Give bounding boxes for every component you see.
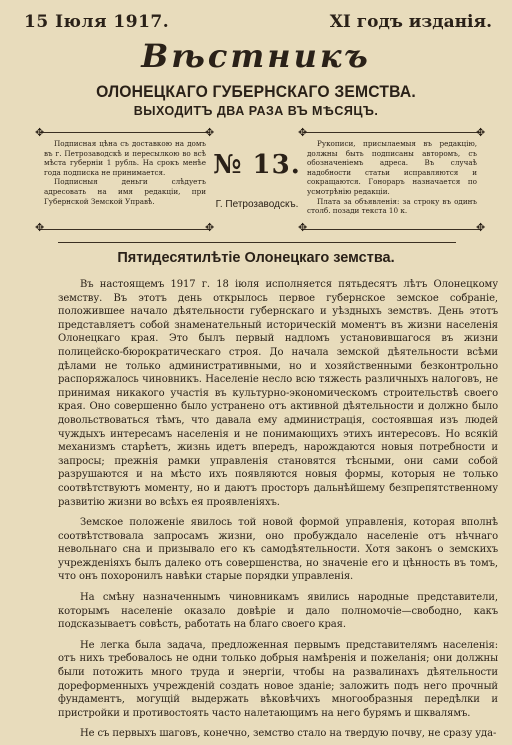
article-heading: Пятидесятилѣтіе Олонецкаго земства. bbox=[117, 250, 395, 266]
ornament-icon: ✥ bbox=[476, 221, 486, 234]
article-paragraph: На смѣну назначеннымъ чиновникамъ явились народные представители, которымъ населеніе оказало довѣріе и дало полномочіе—свободно, какъ подсказываетъ совѣсть, работать на благо своего края. bbox=[58, 592, 498, 631]
publication-city: Г. Петрозаводскъ. bbox=[215, 199, 299, 210]
article-paragraph: Въ настоящемъ 1917 г. 18 іюля исполняется пятьдесятъ лѣтъ Олонецкому земству. Въ этотъ день открылось первое губернское земское собраніе, положившее начало дѣятельности губернскаго и уѣздныхъ земствъ. День этотъ представляетъ собой знаменательный историческій моментъ въ жизни населенія Олонецкаго края. Это былъ первый надломъ установившагося въ жизни полицейско-бюрократическаго строя. До начала земской дѣятельности всѣми дѣлами не только административными, но и хозяйственными безконтрольно распоряжалось чиновникъ. Населеніе несло всю тяжесть различныхъ налоговъ, не принимая никакого участія въ культурно-экономическомъ строительствѣ своего края. Оно совершенно было устранено отъ активной дѣятельности и должно было довольствоваться тѣмъ, что давала ему администрація, состоявшая изъ людей чуждыхъ интересамъ населенія и не понимающихъ этихъ интересовъ. Но всякій механизмъ старѣетъ, жизнь идетъ впередъ, нарождаются новыя потребности и запросы; прежнія рамки управленія становятся тѣсными, они сами собой разрушаются и на мѣсто ихъ появляются новыя формы, которыя не только соотвѣтствуютъ моменту, но и даютъ просторъ дальнѣйшему безпрепятственному развитію жизни во всѣхъ ея проявленіяхъ. bbox=[58, 279, 498, 508]
ornament-icon: ✥ bbox=[205, 126, 215, 139]
manuscripts-text: Рукописи, присылаемыя въ редакцію, должны быть подписаны авторомъ, съ обозначеніемъ адреса. Въ случаѣ надобности статьи исправляются и сокращаются. Гонораръ назначается по усмотрѣнію редакціи. bbox=[307, 139, 477, 196]
ornament-icon: ✥ bbox=[35, 126, 45, 139]
subscription-box bbox=[40, 132, 210, 230]
article-paragraph: Не легка была задача, предложенная первымъ представителямъ населенія: отъ нихъ требовалось не одни только добрыя намѣренія и пожеланія; они должны были потожить много труда и энергіи, чтобы на развалинахъ дѣятельности дореформенныхъ учрежденій создать новое зданіе; заложить подъ него прочный фундаментъ, могущій выдержать вѣковѣчихъ многообразныя передѣлки и пристройки и противостоять часто налетающимъ на него бурямъ и шквалямъ. bbox=[58, 639, 498, 719]
editorial-box bbox=[303, 132, 481, 230]
ornament-icon: ✥ bbox=[476, 126, 486, 139]
article-body bbox=[58, 278, 498, 745]
subscription-address-text: Подписныя деньги слѣдуетъ адресовать на имя редакціи, при Губернской Земской Управѣ. bbox=[44, 177, 206, 206]
publication-year: XI годъ изданія. bbox=[329, 12, 492, 32]
newspaper-title: Вѣстникъ bbox=[141, 37, 371, 75]
advertising-price-text: Плата за объявленія: за строку въ одинъ столб. позади текста 10 к. bbox=[307, 196, 477, 216]
ornament-icon: ✥ bbox=[205, 221, 215, 234]
ornament-icon: ✥ bbox=[298, 221, 308, 234]
divider bbox=[58, 242, 456, 243]
issue-date: 15 Іюля 1917. bbox=[24, 12, 170, 32]
newspaper-subtitle: ОЛОНЕЦКАГО ГУБЕРНСКАГО ЗЕМСТВА. bbox=[96, 83, 416, 101]
article-paragraph: Не съ первыхъ шаговъ, конечно, земство стало на твердую почву, не сразу уда- bbox=[80, 728, 497, 740]
ornament-icon: ✥ bbox=[298, 126, 308, 139]
ornament-icon: ✥ bbox=[35, 221, 45, 234]
issue-number: № 13. bbox=[213, 150, 301, 180]
subscription-price-text: Подписная цѣна съ доставкою на домъ въ г. Петрозаводскѣ и пересылкою во всѣ мѣста губерніи 1 рубль. На срокъ менѣе года подписка не принимается. bbox=[44, 139, 206, 177]
publication-frequency: ВЫХОДИТЪ ДВА РАЗА ВЪ МѢСЯЦЪ. bbox=[133, 104, 379, 118]
article-paragraph: Земское положеніе явилось той новой формой управленія, которая вполнѣ соотвѣтствовала запросамъ жизни, оно пробуждало населеніе отъ нѣчнаго невольнаго сна и призывало его къ самодѣятельности. Хотя законъ о земскихъ учрежденіяхъ былъ далеко отъ совершенства, но значеніе его и цѣнность въ томъ, что онъ похоронилъ навѣки старые порядки управленія. bbox=[58, 517, 498, 583]
